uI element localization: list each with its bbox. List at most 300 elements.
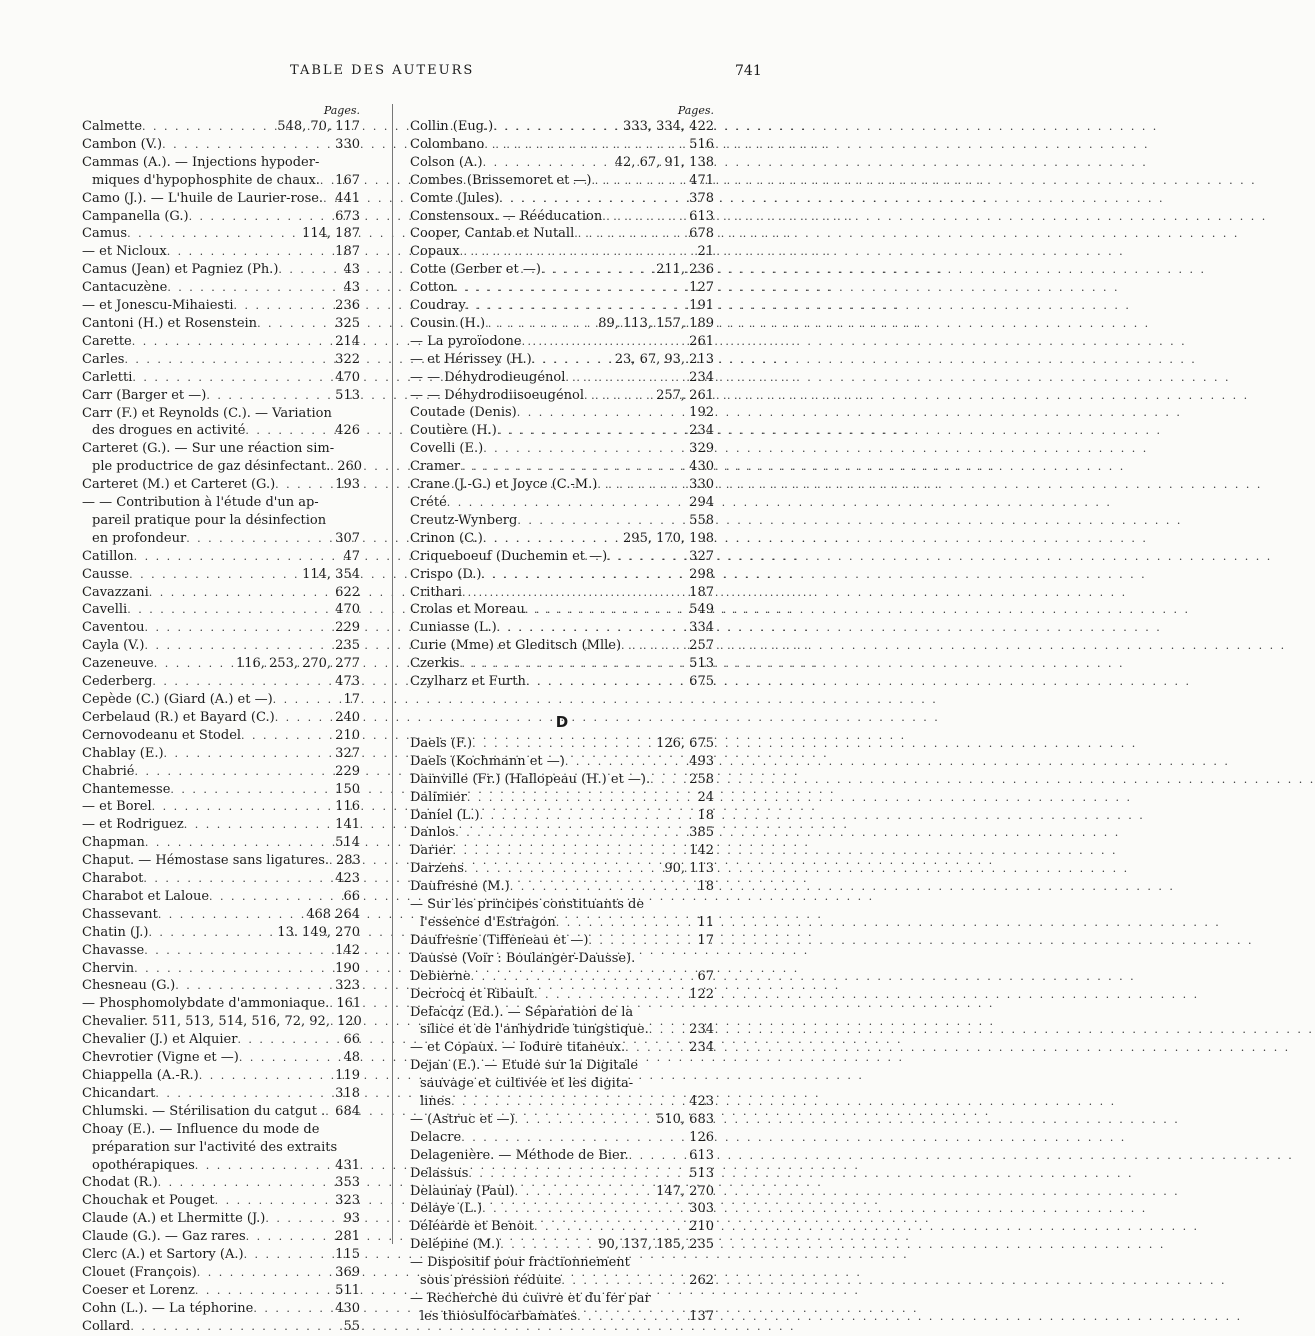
leader-dots	[273, 691, 341, 709]
index-entry-line: préparation sur l'activité des extraits	[92, 1139, 338, 1155]
leader-dots	[500, 1236, 595, 1254]
page-reference: 298	[689, 566, 714, 582]
page-reference: 18	[697, 879, 714, 895]
index-entry	[410, 824, 714, 842]
index-entry	[82, 279, 360, 297]
author-name: Déléarde et Benoit	[410, 1219, 534, 1235]
author-name: Copaux	[410, 244, 460, 260]
index-entry	[410, 735, 714, 753]
leader-dots	[447, 494, 686, 512]
page-reference: 211, 236	[656, 262, 714, 278]
page-reference: 470	[335, 602, 360, 618]
index-entry	[410, 566, 714, 584]
leader-dots	[451, 1093, 686, 1111]
index-entry	[410, 512, 714, 530]
index-entry	[82, 763, 360, 781]
author-name: Chaput. — Hémostase sans ligatures.	[82, 853, 330, 869]
index-entry	[82, 619, 360, 637]
leader-dots	[497, 619, 686, 637]
index-entry	[82, 727, 360, 745]
leader-dots	[158, 1174, 333, 1192]
index-entry	[82, 297, 360, 315]
index-entry	[82, 190, 360, 208]
index-entry	[82, 243, 360, 261]
page-reference: 17	[343, 691, 360, 707]
leader-dots	[462, 584, 686, 602]
leader-dots	[459, 655, 686, 673]
index-entry	[82, 136, 360, 154]
author-name: Crinon (C.)	[410, 530, 483, 546]
page-reference: 473	[335, 674, 360, 690]
author-name: Cavazzani	[82, 584, 149, 600]
page-reference: 167	[335, 172, 360, 188]
page-reference: 323	[335, 1193, 360, 1209]
page-reference: 294	[689, 495, 714, 511]
leader-dots	[234, 297, 333, 315]
page-reference: 262	[689, 1273, 714, 1289]
author-name: Charabot	[82, 871, 144, 887]
author-name: Charabot et Laloue	[82, 888, 210, 904]
author-name: Decrocq et Ribault	[410, 986, 534, 1002]
author-name: Darzens	[410, 861, 464, 877]
author-name: Collard	[82, 1318, 131, 1334]
leader-dots	[189, 208, 333, 226]
page-reference: 190	[335, 960, 360, 976]
index-entry	[410, 637, 714, 655]
author-name: Carletti	[82, 369, 133, 385]
page-reference: 613	[689, 1147, 714, 1163]
index-entry	[82, 798, 360, 816]
author-name: Dalimier	[410, 789, 467, 805]
author-name: Cayla (V.)	[82, 638, 145, 654]
page-reference: 66	[343, 888, 360, 904]
index-entry	[410, 279, 714, 297]
page-reference: 378	[689, 190, 714, 206]
leader-dots	[468, 1165, 686, 1183]
index-entry	[82, 1157, 360, 1175]
author-name: opothérapiques	[92, 1157, 195, 1173]
leader-dots	[565, 369, 686, 387]
page-reference: 441	[335, 190, 360, 206]
index-entry	[82, 351, 360, 369]
page-reference: 385	[689, 825, 714, 841]
page-reference: 430	[689, 459, 714, 475]
page-reference: 510, 683	[656, 1111, 714, 1127]
index-entry	[82, 1085, 360, 1103]
index-entry	[410, 1111, 714, 1129]
leader-dots	[132, 333, 332, 351]
page-reference: 330	[689, 477, 714, 493]
running-title: TABLE DES AUTEURS	[290, 63, 475, 78]
index-entry-line: Choay (E.). — Influence du mode de	[82, 1121, 320, 1137]
author-name: Carteret (M.) et Carteret (G.)	[82, 477, 276, 493]
author-name: Crété	[410, 495, 447, 511]
page-reference: 622	[335, 584, 360, 600]
leader-dots	[515, 1183, 654, 1201]
page-reference: 116, 253, 270, 277	[235, 656, 360, 672]
page-reference: 21	[697, 244, 714, 260]
page-reference: 229	[335, 620, 360, 636]
index-entry	[410, 315, 714, 333]
index-entry	[410, 154, 714, 172]
leader-dots	[493, 118, 620, 136]
author-name: Colson (A.)	[410, 154, 483, 170]
page-reference: 423	[335, 871, 360, 887]
author-name: Cotton	[410, 280, 455, 296]
page-reference: 66	[343, 1032, 360, 1048]
page-reference: 334	[689, 620, 714, 636]
index-entry	[410, 1021, 714, 1039]
index-entry-line: Dausse (Voir : Boulanger-Dausse).	[410, 950, 636, 966]
index-entry-line: sauvage et cultivée et les digita-	[420, 1076, 634, 1092]
leader-dots	[265, 1210, 340, 1228]
leader-dots	[143, 870, 332, 888]
index-entry	[82, 118, 360, 136]
page-reference: 369	[335, 1264, 360, 1280]
index-entry	[410, 753, 714, 771]
index-entry	[82, 601, 360, 619]
leader-dots	[466, 297, 686, 315]
page-number: 741	[735, 63, 762, 79]
leader-dots	[472, 735, 653, 753]
leader-dots	[499, 190, 686, 208]
page-reference: 93	[343, 1211, 360, 1227]
author-name: Darier	[410, 843, 453, 859]
author-name: Chevalier. 511, 513, 514, 516, 72, 92,	[82, 1014, 330, 1030]
index-entry-line: Carteret (G.). — Sur une réaction sim-	[82, 441, 335, 457]
leader-dots	[152, 798, 333, 816]
page-reference: 147, 270	[656, 1183, 714, 1199]
author-name: Collin (Eug.)	[410, 118, 494, 134]
index-entry	[82, 369, 360, 387]
leader-dots	[534, 986, 686, 1004]
leader-dots	[132, 369, 332, 387]
page-reference: 210	[335, 727, 360, 743]
author-name: Delacre	[410, 1129, 462, 1145]
leader-dots	[497, 422, 686, 440]
leader-dots	[485, 315, 595, 333]
author-name: Chevalier (J.) et Alquier	[82, 1032, 238, 1048]
page-reference: 235	[335, 638, 360, 654]
leader-dots	[483, 530, 620, 548]
author-name: Delépine (M.)	[410, 1237, 501, 1253]
index-entry	[410, 1236, 714, 1254]
index-entry	[410, 878, 714, 896]
author-name: Cooper, Cantab et Nutall	[410, 226, 575, 242]
author-name: Claude (A.) et Lhermitte (J.)	[82, 1211, 266, 1227]
author-name: Colombano	[410, 136, 485, 152]
author-name: Delassus	[410, 1165, 469, 1181]
index-entry	[410, 789, 714, 807]
author-name: Czerkis	[410, 656, 460, 672]
index-entry	[410, 860, 714, 878]
leader-dots	[129, 566, 299, 584]
page-reference: 120	[336, 1014, 362, 1030]
author-name: Chapman	[82, 835, 145, 851]
leader-dots	[155, 1085, 332, 1103]
index-entry	[410, 1147, 714, 1165]
index-entry	[410, 369, 714, 387]
leader-dots	[320, 172, 332, 190]
leader-dots	[127, 601, 332, 619]
index-entry	[82, 691, 360, 709]
leader-dots	[206, 387, 332, 405]
page-reference: 122	[689, 986, 714, 1002]
page-reference: 234	[689, 423, 714, 439]
leader-dots	[239, 1049, 341, 1067]
author-name: des drogues en activité	[92, 423, 246, 439]
index-entry	[82, 960, 360, 978]
page-reference: 126	[689, 1129, 714, 1145]
author-name: — et Borel	[82, 799, 152, 815]
leader-dots	[625, 1039, 686, 1057]
leader-dots	[517, 404, 686, 422]
page-reference: 126, 675	[656, 735, 714, 751]
author-name: l'essence d'Estragon	[420, 914, 556, 930]
index-entry	[410, 1308, 714, 1326]
index-entry	[410, 914, 714, 932]
leader-dots	[597, 476, 686, 494]
author-name: — La pyroïodone	[410, 333, 522, 349]
leader-dots	[142, 118, 274, 136]
page-reference: 43	[343, 280, 360, 296]
page-reference: 240	[335, 709, 360, 725]
author-name: miques d'hypophosphite de chaux.	[92, 172, 320, 188]
page-reference: 114, 354	[302, 566, 360, 582]
author-name: Cantoni (H.) et Rosenstein	[82, 315, 258, 331]
author-name: Delaunay (Paul)	[410, 1183, 515, 1199]
page-reference: 161	[336, 996, 362, 1012]
author-name: les thiosulfocarbamates	[420, 1308, 578, 1324]
leader-dots	[607, 548, 686, 566]
index-entry	[82, 1013, 360, 1031]
page-reference: 114, 187	[302, 226, 360, 242]
leader-dots	[517, 512, 686, 530]
index-column-right	[410, 104, 714, 1326]
index-entry	[410, 118, 714, 136]
leader-dots	[482, 566, 687, 584]
author-name: Combes (Brissemoret et —)	[410, 172, 592, 188]
index-entry	[410, 1129, 714, 1147]
leader-dots	[152, 673, 332, 691]
author-name: silice et de l'anhydride tungstique.	[420, 1022, 649, 1038]
index-entry	[82, 1067, 360, 1085]
leader-dots	[649, 1021, 686, 1039]
author-name: Chantemesse	[82, 781, 171, 797]
index-column-left	[82, 104, 363, 1336]
author-name: ple productrice de gaz désinfectant.	[92, 459, 331, 475]
index-entry	[82, 1103, 360, 1121]
leader-dots	[195, 1157, 332, 1175]
index-entry-line: pareil pratique pour la désinfection	[92, 512, 327, 528]
author-name: Chatin (J.)	[82, 924, 149, 940]
page-reference: 90, 113	[664, 861, 714, 877]
leader-dots	[467, 789, 695, 807]
author-name: Creutz-Wynberg	[410, 512, 518, 528]
leader-dots	[532, 351, 612, 369]
leader-dots	[241, 727, 332, 745]
page-reference: 24	[697, 789, 714, 805]
author-name: Catillon	[82, 548, 134, 564]
page-reference: 513	[335, 387, 360, 403]
index-entry	[82, 816, 360, 834]
page-reference: 236	[335, 298, 360, 314]
page-reference: 42, 67, 91, 138	[614, 154, 714, 170]
leader-dots	[162, 136, 332, 154]
leader-dots	[556, 914, 695, 932]
author-name: Chicandart	[82, 1085, 156, 1101]
author-name: Chevrotier (Vigne et —)	[82, 1050, 239, 1066]
index-entry	[410, 842, 714, 860]
index-entry	[410, 619, 714, 637]
leader-dots	[278, 261, 340, 279]
author-name: Cuniasse (L.)	[410, 620, 497, 636]
page-reference: 327	[689, 548, 714, 564]
author-name: Danlos	[410, 825, 456, 841]
leader-dots	[134, 548, 341, 566]
leader-dots	[167, 279, 340, 297]
leader-dots	[460, 458, 686, 476]
author-name: Coeser et Lorenz	[82, 1282, 195, 1298]
author-name: Chassevant	[82, 906, 158, 922]
page-reference: 48	[343, 1050, 360, 1066]
index-entry	[410, 136, 714, 154]
page-reference: 513	[689, 656, 714, 672]
author-name: Causse	[82, 566, 130, 582]
page-header	[0, 63, 800, 85]
index-entry	[82, 584, 360, 602]
page-reference: 613	[689, 208, 714, 224]
leader-dots	[460, 243, 695, 261]
leader-dots	[561, 1272, 686, 1290]
leader-dots	[592, 172, 687, 190]
leader-dots	[541, 261, 653, 279]
index-entry	[410, 208, 714, 226]
page-reference: 234	[689, 1022, 714, 1038]
index-entry	[410, 476, 714, 494]
page-reference: 257	[689, 638, 714, 654]
leader-dots	[148, 924, 274, 942]
index-entry	[410, 243, 714, 261]
index-entry	[410, 673, 714, 691]
author-name: Daufresne (M.)	[410, 879, 510, 895]
index-entry	[82, 924, 360, 942]
page-reference: 11	[697, 914, 714, 930]
index-entry	[410, 1183, 714, 1201]
page-reference: 67	[697, 968, 714, 984]
page-reference: 13. 149, 270	[277, 924, 360, 940]
page-reference: 493	[689, 753, 714, 769]
index-entry	[410, 807, 714, 825]
page-reference: 150	[335, 781, 360, 797]
index-entry	[82, 530, 360, 548]
index-entry	[410, 387, 714, 405]
page-reference: 675	[689, 674, 714, 690]
index-entry	[410, 548, 714, 566]
page-reference: 116	[335, 799, 360, 815]
index-entry-line: — Recherche du cuivre et du fer par	[410, 1291, 651, 1306]
leader-dots	[215, 1192, 333, 1210]
leader-dots	[237, 1031, 340, 1049]
index-entry	[410, 986, 714, 1004]
author-name: Cramer	[410, 459, 461, 475]
page-reference: 142	[335, 942, 360, 958]
index-entry	[82, 1049, 360, 1067]
author-name: Claude (G.). — Gaz rares	[82, 1229, 246, 1245]
page-reference: 423	[689, 1094, 714, 1110]
author-name: Chouchak et Pouget	[82, 1193, 215, 1209]
page-reference: 229	[335, 763, 360, 779]
index-entry	[410, 1093, 714, 1111]
index-entry	[82, 1300, 360, 1318]
leader-dots	[510, 878, 695, 896]
page-reference: 281	[335, 1229, 360, 1245]
page-reference: 17	[697, 932, 714, 948]
index-entry	[410, 333, 714, 351]
leader-dots	[275, 476, 332, 494]
page-reference: 333, 334, 422	[623, 118, 714, 134]
page-reference: 548, 70, 117	[277, 118, 360, 134]
page-reference: 678	[689, 226, 714, 242]
author-name: Delaye (L.)	[410, 1201, 483, 1217]
page-reference: 353	[335, 1175, 360, 1191]
page-reference: 191	[689, 298, 714, 314]
index-entry	[410, 440, 714, 458]
page-reference: 43	[343, 262, 360, 278]
index-entry-line: Dejan (E.). — Etude sur la Digitale	[410, 1058, 639, 1074]
author-name: sous pression réduite	[420, 1273, 562, 1289]
page-reference: 516	[689, 136, 714, 152]
author-name: Cazeneuve	[82, 656, 154, 672]
page-reference: 303	[689, 1201, 714, 1217]
index-entry	[82, 566, 360, 584]
index-entry	[410, 968, 714, 986]
index-entry	[82, 548, 360, 566]
leader-dots	[602, 208, 686, 226]
index-entry	[82, 655, 360, 673]
index-entry-line: — Sur les principes constituants de	[410, 897, 645, 913]
leader-dots	[471, 968, 695, 986]
index-entry	[82, 673, 360, 691]
leader-dots	[275, 709, 332, 727]
index-entry	[82, 745, 360, 763]
page-reference: 307	[335, 530, 360, 546]
index-entry	[410, 1200, 714, 1218]
author-name: Clouet (François)	[82, 1264, 197, 1280]
index-entry	[82, 906, 360, 924]
author-name: Cantacuzène	[82, 280, 168, 296]
page-reference: 684	[335, 1103, 360, 1119]
page-reference: 141	[335, 817, 360, 833]
author-name: Camus (Jean) et Pagniez (Ph.)	[82, 262, 279, 278]
page-reference: 318	[335, 1085, 360, 1101]
leader-dots	[154, 655, 233, 673]
author-name: Daels (Kochmann et —)	[410, 753, 565, 769]
index-entry	[410, 422, 714, 440]
page-reference: 55	[343, 1318, 360, 1334]
index-entry	[82, 1246, 360, 1264]
page-reference: 119	[335, 1068, 360, 1084]
index-entry	[82, 225, 360, 243]
author-name: Carette	[82, 333, 132, 349]
page-reference: 295, 170, 198	[623, 530, 714, 546]
index-entry-line: — — Contribution à l'étude d'un ap-	[82, 495, 319, 511]
index-entry	[82, 476, 360, 494]
author-name: — et Nicloux	[82, 244, 167, 260]
page-reference: 426	[335, 423, 360, 439]
index-entry	[410, 601, 714, 619]
leader-dots	[482, 1200, 686, 1218]
